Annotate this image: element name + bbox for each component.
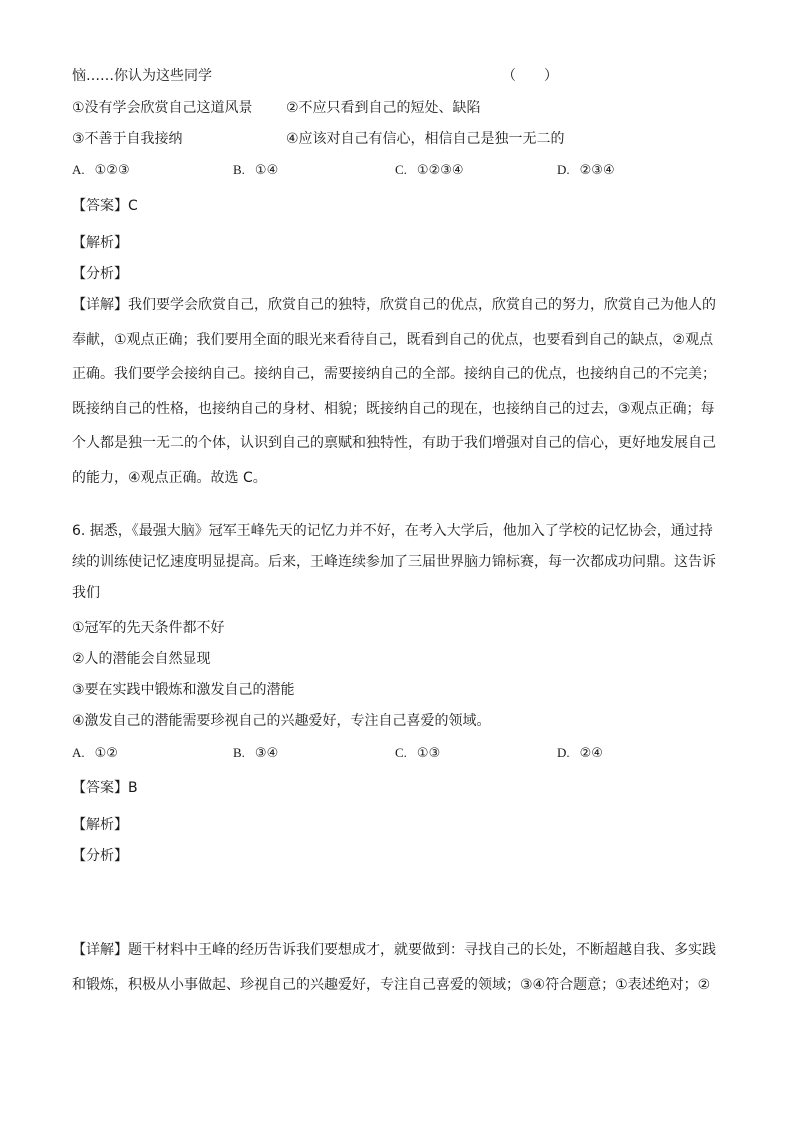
q6-option-d <box>557 743 603 764</box>
stem-line: 我们 <box>72 585 100 601</box>
option-letter: C. <box>395 162 407 177</box>
answer-value: C <box>128 198 138 214</box>
q5-item-4: ④应该对自己有信心，相信自己是独一无二的 <box>286 131 565 147</box>
detail-line: 和锻炼，积极从小事做起、珍视自己的兴趣爱好，专注自己喜爱的领域；③④符合题意；①表述绝对；② <box>72 976 711 993</box>
q6-item-2: ②人的潜能会自然显现 <box>72 651 211 667</box>
option-letter: C. <box>395 745 407 760</box>
detail-line: 既接纳自己的性格，也接纳自己的身材、相貌；既接纳自己的现在，也接纳自己的过去，③观点正确；每 <box>72 400 715 417</box>
q6-analysis-tag: 【解析】 <box>72 817 128 833</box>
q5-detail <box>72 288 722 496</box>
detail-line: 奉献，①观点正确；我们要用全面的眼光来看待自己，既看到自己的优点，也要看到自己的缺点，②观点 <box>72 331 714 348</box>
q6-option-b <box>233 743 278 764</box>
option-letter: B. <box>233 162 245 177</box>
stem-line: 6. 据悉，《最强大脑》冠军王峰先天的记忆力并不好，在考入大学后，他加入了学校的记忆协会，通过持 <box>72 523 713 539</box>
option-letter: B. <box>233 745 245 760</box>
detail-line: 【详解】我们要学会欣赏自己，欣赏自己的独特，欣赏自己的优点，欣赏自己的努力，欣赏自己为他人的 <box>72 297 716 313</box>
q6-fenxi-tag: 【分析】 <box>72 848 128 864</box>
q5-fenxi-tag: 【分析】 <box>72 266 128 282</box>
option-text: ①②③④ <box>416 163 464 178</box>
option-letter: A. <box>72 745 85 760</box>
answer-tag: 【答案】 <box>72 780 128 796</box>
option-text: ①③ <box>416 746 441 761</box>
q5-answer-paren: （ ） <box>502 68 558 84</box>
option-text: ①②③ <box>94 163 130 178</box>
stem-line: 续的训练使记忆速度明显提高。后来，王峰连续参加了三届世界脑力锦标赛，每一次都成功问鼎。这告诉 <box>72 554 716 570</box>
q5-item-3: ③不善于自我接纳 <box>72 131 183 147</box>
q6-option-c <box>395 743 440 764</box>
q5-option-c <box>395 160 464 181</box>
detail-line: 正确。我们要学会接纳自己。接纳自己，需要接纳自己的全部。接纳自己的优点，也接纳自己的不完美； <box>72 366 716 383</box>
option-letter: A. <box>72 162 85 177</box>
q5-item-2: ②不应只看到自己的短处、缺陷 <box>286 100 481 116</box>
q6-option-a <box>72 743 118 764</box>
q6-answer <box>72 778 138 798</box>
q5-answer <box>72 196 138 216</box>
q5-option-b <box>233 160 278 181</box>
detail-line: 的能力，④观点正确。故选 C。 <box>72 469 267 486</box>
q6-detail <box>72 933 722 1002</box>
detail-tag: 【详解】 <box>72 297 128 313</box>
q6-item-4: ④激发自己的潜能需要珍视自己的兴趣爱好，专注自己喜爱的领域。 <box>72 713 491 729</box>
detail-line: 【详解】题干材料中王峰的经历告诉我们要想成才，就要做到：寻找自己的长处，不断超越自我、多实践 <box>72 942 716 958</box>
q5-option-a <box>72 160 130 181</box>
option-text: ①② <box>94 746 118 761</box>
answer-value: B <box>128 780 138 796</box>
option-text: ②④ <box>579 746 603 761</box>
q5-stem-tail: 恼……你认为这些同学 <box>72 68 212 84</box>
q5-option-d <box>557 160 615 181</box>
q6-item-1: ①冠军的先天条件都不好 <box>72 620 225 636</box>
detail-tag: 【详解】 <box>72 942 128 958</box>
q5-item-1: ①没有学会欣赏自己这道风景 <box>72 100 253 116</box>
option-letter: D. <box>557 745 570 760</box>
option-text: ①④ <box>254 163 279 178</box>
q6-stem <box>72 516 722 609</box>
detail-line: 个人都是独一无二的个体，认识到自己的禀赋和独特性，有助于我们增强对自己的信心，更好地发展自己 <box>72 435 716 452</box>
option-letter: D. <box>557 162 570 177</box>
option-text: ②③④ <box>579 163 615 178</box>
q6-item-3: ③要在实践中锻炼和激发自己的潜能 <box>72 682 295 698</box>
answer-tag: 【答案】 <box>72 198 128 214</box>
q5-analysis-tag: 【解析】 <box>72 235 128 251</box>
option-text: ③④ <box>254 746 279 761</box>
